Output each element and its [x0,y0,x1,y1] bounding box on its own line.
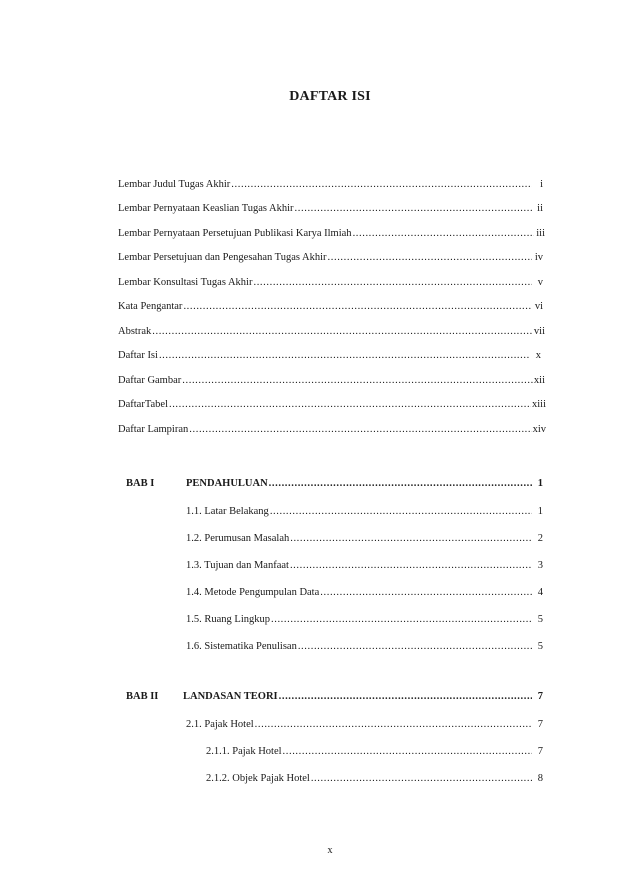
leader-dots [189,423,531,437]
leader-dots [298,640,532,654]
subsection-entry [206,772,543,786]
leader-dots [271,613,532,627]
section-page: 7 [537,719,543,730]
section-label: 1.4. Metode Pengumpulan Data [186,587,320,598]
toc-entry-label: Lembar Persetujuan dan Pengesahan Tugas Akhir [118,252,327,263]
chapter-entry [183,690,543,704]
section-label: 1.6. Sistematika Penulisan [186,641,297,652]
leader-dots [182,374,533,388]
leader-dots [253,276,532,290]
leader-dots [169,398,531,412]
chapter-page: 7 [537,691,543,702]
leader-dots [283,745,532,759]
section-entry [186,532,543,546]
leader-dots [311,772,532,786]
leader-dots [231,178,532,192]
toc-entry-page: v [537,277,543,288]
leader-dots [290,559,532,573]
leader-dots [290,532,532,546]
section-entry [186,505,543,519]
subsection-page: 8 [537,773,543,784]
subsection-label: 2.1.2. Objek Pajak Hotel [206,773,310,784]
leader-dots [152,325,533,339]
toc-entry-label: Daftar Gambar [118,375,182,386]
subsection-entry [206,745,543,759]
toc-entry-label: Lembar Pernyataan Keaslian Tugas Akhir [118,203,294,214]
section-entry [186,559,543,573]
chapter-entry [186,477,543,491]
subsection-label: 2.1.1. Pajak Hotel [206,746,282,757]
page-number: x [327,845,333,856]
leader-dots [270,505,532,519]
leader-dots [279,690,532,704]
leader-dots [159,349,530,363]
toc-entry-page: xiv [532,424,546,435]
toc-entry-label: Daftar Lampiran [118,424,189,435]
toc-entry [118,178,543,192]
toc-entry-label: Lembar Konsultasi Tugas Akhir [118,277,253,288]
toc-entry [118,349,541,363]
toc-entry-label: DaftarTabel [118,399,168,410]
section-label: 1.5. Ruang Lingkup [186,614,270,625]
section-entry [186,718,543,732]
section-entry [186,613,543,627]
page-title: DAFTAR ISI [289,89,371,104]
leader-dots [183,300,532,314]
toc-entry [118,398,546,412]
toc-entry-page: x [535,350,541,361]
section-page: 3 [537,560,543,571]
chapter-number: BAB I [126,478,155,489]
toc-entry-label: Daftar Isi [118,350,158,361]
toc-entry [118,300,543,314]
toc-entry [118,202,543,216]
section-label: 1.3. Tujuan dan Manfaat [186,560,289,571]
leader-dots [269,477,532,491]
toc-entry-label: Lembar Judul Tugas Akhir [118,179,231,190]
section-entry [186,586,543,600]
toc-entry-page: xiii [531,399,546,410]
leader-dots [353,227,534,241]
chapter-title: PENDAHULUAN [186,478,268,489]
section-page: 5 [537,614,543,625]
toc-entry [118,423,546,437]
section-label: 1.1. Latar Belakang [186,506,269,517]
chapter-title: LANDASAN TEORI [183,691,278,702]
leader-dots [255,718,532,732]
section-page: 1 [537,506,543,517]
toc-entry-label: Lembar Pernyataan Persetujuan Publikasi Karya Ilmiah [118,228,352,239]
toc-entry [118,251,543,265]
chapter-page: 1 [537,478,543,489]
section-page: 5 [537,641,543,652]
toc-entry [118,227,545,241]
toc-entry-page: i [540,179,543,190]
section-page: 2 [537,533,543,544]
leader-dots [328,251,532,265]
toc-entry [118,276,543,290]
toc-entry-page: vi [534,301,543,312]
toc-entry-page: iv [534,252,543,263]
toc-entry-label: Kata Pengantar [118,301,183,312]
toc-entry [118,325,545,339]
subsection-page: 7 [537,746,543,757]
toc-entry [118,374,545,388]
leader-dots [295,202,532,216]
toc-entry-page: iii [536,228,545,239]
chapter-number: BAB II [126,691,159,702]
toc-entry-page: ii [537,203,543,214]
leader-dots [320,586,532,600]
section-page: 4 [537,587,543,598]
toc-entry-label: Abstrak [118,326,152,337]
toc-entry-page: vii [533,326,545,337]
section-entry [186,640,543,654]
section-label: 1.2. Perumusan Masalah [186,533,290,544]
toc-entry-page: xii [533,375,545,386]
section-label: 2.1. Pajak Hotel [186,719,254,730]
